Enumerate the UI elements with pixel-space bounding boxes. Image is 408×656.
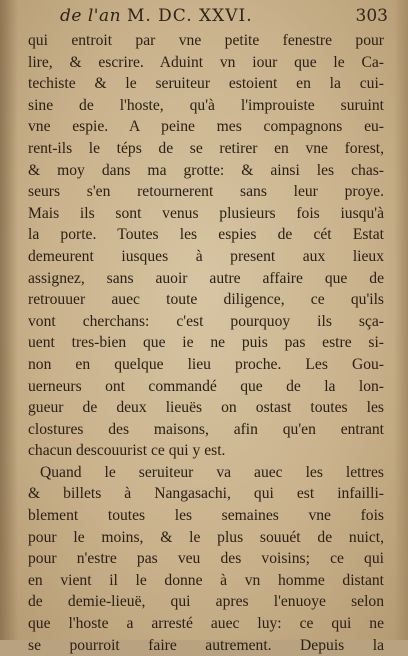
text-line: & billets à Nangasachi, qui est infailli-: [28, 485, 384, 503]
text-line: vont cherchans: c'est pourquoy ils sça-: [28, 312, 384, 330]
running-title: [60, 6, 253, 26]
text-line: pour n'estre pas veu des voisins; ce qui: [28, 550, 384, 568]
text-line: clostures des maisons, afin qu'en entrant: [28, 420, 384, 438]
text-line: assignez, sans auoir autre affaire que de: [28, 269, 384, 287]
text-line: lire, & escrire. Aduint vn iour que le Ca-: [28, 53, 384, 71]
text-line: Mais ils sont venus plusieurs fois iusqu'à: [28, 204, 384, 222]
text-line: blement toutes les semaines vne fois: [28, 507, 384, 525]
running-title-year: M. DC. XXVI.: [126, 6, 253, 26]
running-title-prefix: de l'an: [60, 6, 122, 26]
text-line: techiste & le seruiteur estoient en la cui-: [28, 75, 384, 93]
text-line: en vient il le donne à vn homme distant: [28, 571, 384, 589]
text-line: sine de l'hoste, qu'à l'improuiste suruint: [28, 96, 384, 114]
text-line: non en quelque lieu proche. Les Gou-: [28, 355, 384, 373]
text-line: de demie-lieuë, qui apres l'enuoye selon: [28, 593, 384, 611]
text-line: & moy dans ma grotte: & ainsi les chas-: [28, 161, 384, 179]
text-line: se pourroit faire autrement. Depuis la: [28, 636, 384, 654]
text-line: chacun descouurist ce qui y est.: [28, 442, 226, 460]
text-line: retrouuer auec toute diligence, ce qu'ils: [28, 291, 384, 309]
text-line: rent-ils le téps de se retirer en vne forest,: [28, 139, 384, 157]
text-line: vne espie. A peine mes compagnons eu-: [28, 118, 384, 136]
page-number: 303: [355, 6, 388, 26]
text-line: qui entroit par vne petite fenestre pour: [28, 32, 384, 49]
body-text: [28, 30, 384, 656]
text-line: seurs s'en retournerent sans leur proye.: [28, 183, 384, 201]
text-line: que l'hoste a arresté auec luy: ce qui ne: [28, 615, 384, 633]
text-line: pour le moins, & le plus souuét de nuict,: [28, 528, 384, 546]
text-line: gueur de deux lieuës on ostast toutes les: [28, 399, 384, 417]
text-line: la porte. Toutes les espies de cét Estat: [28, 226, 384, 244]
text-line: uent tres-bien que ie ne puis pas estre si-: [28, 334, 384, 352]
text-line: Quand le seruiteur va auec les lettres: [40, 463, 384, 481]
text-line: uerneurs ont commandé que de la lon-: [28, 377, 384, 395]
text-line: demeurent iusques à present aux lieux: [28, 247, 384, 265]
running-head: [60, 6, 388, 28]
